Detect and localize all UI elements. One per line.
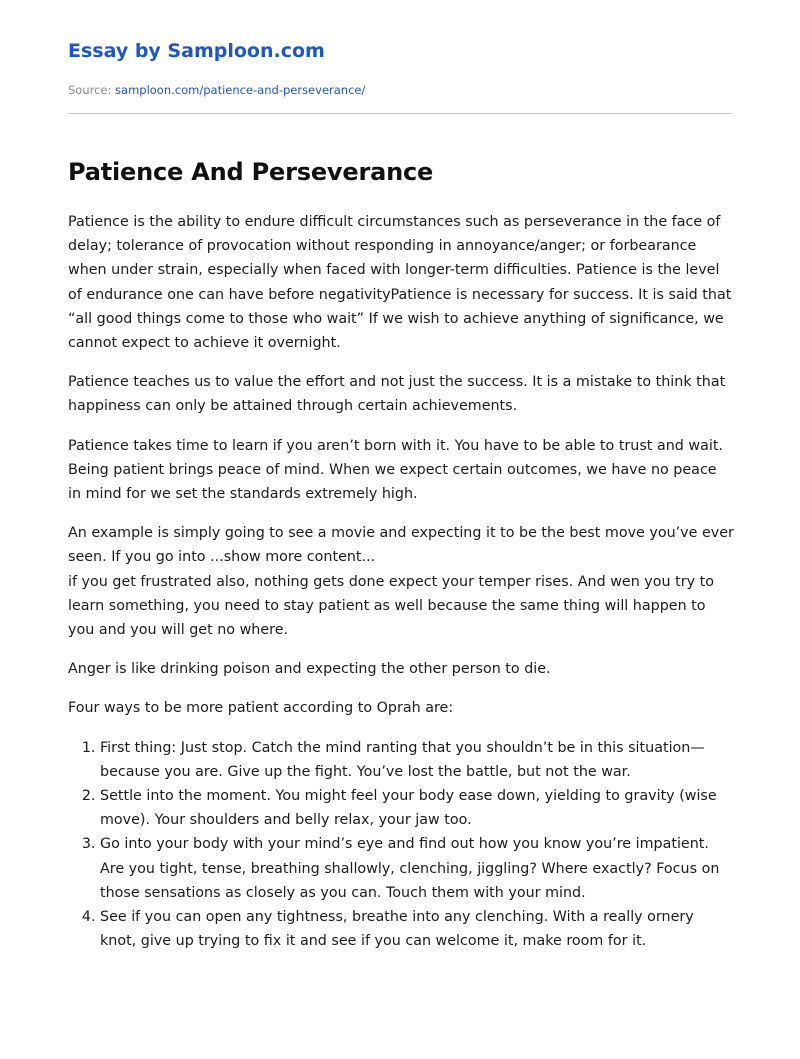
paragraph: Four ways to be more patient according to Oprah are: bbox=[68, 700, 454, 717]
source-label: Source: bbox=[68, 83, 112, 97]
list-item: 2. Settle into the moment. You might feel your body ease down, yielding to gravity (wise move). Your shoulders and belly relax, your jaw too. bbox=[100, 784, 734, 832]
list-item: 1. First thing: Just stop. Catch the mind ranting that you shouldn’t be in this situation—because you are. Give up the fight. You’ve lost the battle, but not the war. bbox=[100, 736, 734, 784]
brand-title: Essay by Samploon.com bbox=[68, 40, 325, 62]
paragraph: if you get frustrated also, nothing gets done expect your temper rises. And wen you try to learn something, you need to stay patient as well because the same thing will happen to you and you will get no where. bbox=[68, 573, 714, 639]
tips-list bbox=[68, 736, 734, 954]
list-item: 3. Go into your body with your mind’s eye and find out how you know you’re impatient. Are you tight, tense, breathing shallowly, clenching, jiggling? Where exactly? Focus on those sensations as closely as you can. Touch them with your mind. bbox=[100, 832, 734, 905]
header-divider bbox=[68, 113, 732, 114]
paragraph: An example is simply going to see a movie and expecting it to be the best move you’ve ever seen. If you go into ...show more content... bbox=[68, 525, 734, 566]
paragraph: Patience teaches us to value the effort and not just the success. It is a mistake to think that happiness can only be attained through certain achievements. bbox=[68, 374, 726, 415]
source-line bbox=[68, 83, 365, 97]
list-item: 4. See if you can open any tightness, breathe into any clenching. With a really ornery knot, give up trying to fix it and see if you can welcome it, make room for it. bbox=[100, 905, 734, 953]
essay-title: Patience And Perseverance bbox=[68, 158, 434, 186]
paragraph: Anger is like drinking poison and expecting the other person to die. bbox=[68, 661, 551, 678]
essay-body bbox=[68, 210, 734, 953]
source-link[interactable]: samploon.com/patience-and-perseverance/ bbox=[115, 83, 366, 97]
paragraph: Patience is the ability to endure difficult circumstances such as perseverance in the face of delay; tolerance of provocation without responding in annoyance/anger; or forbearance when under strain, especially when faced with longer-term difficulties. Patience is the level of endurance one can have before negativityPatience is necessary for success. It is said that “all good things come to those who wait” If we wish to achieve anything of significance, we cannot expect to achieve it overnight. bbox=[68, 214, 732, 352]
paragraph: Patience takes time to learn if you aren’t born with it. You have to be able to trust and wait. Being patient brings peace of mind. When we expect certain outcomes, we have no peace in mind for we set the standards extremely high. bbox=[68, 437, 723, 503]
